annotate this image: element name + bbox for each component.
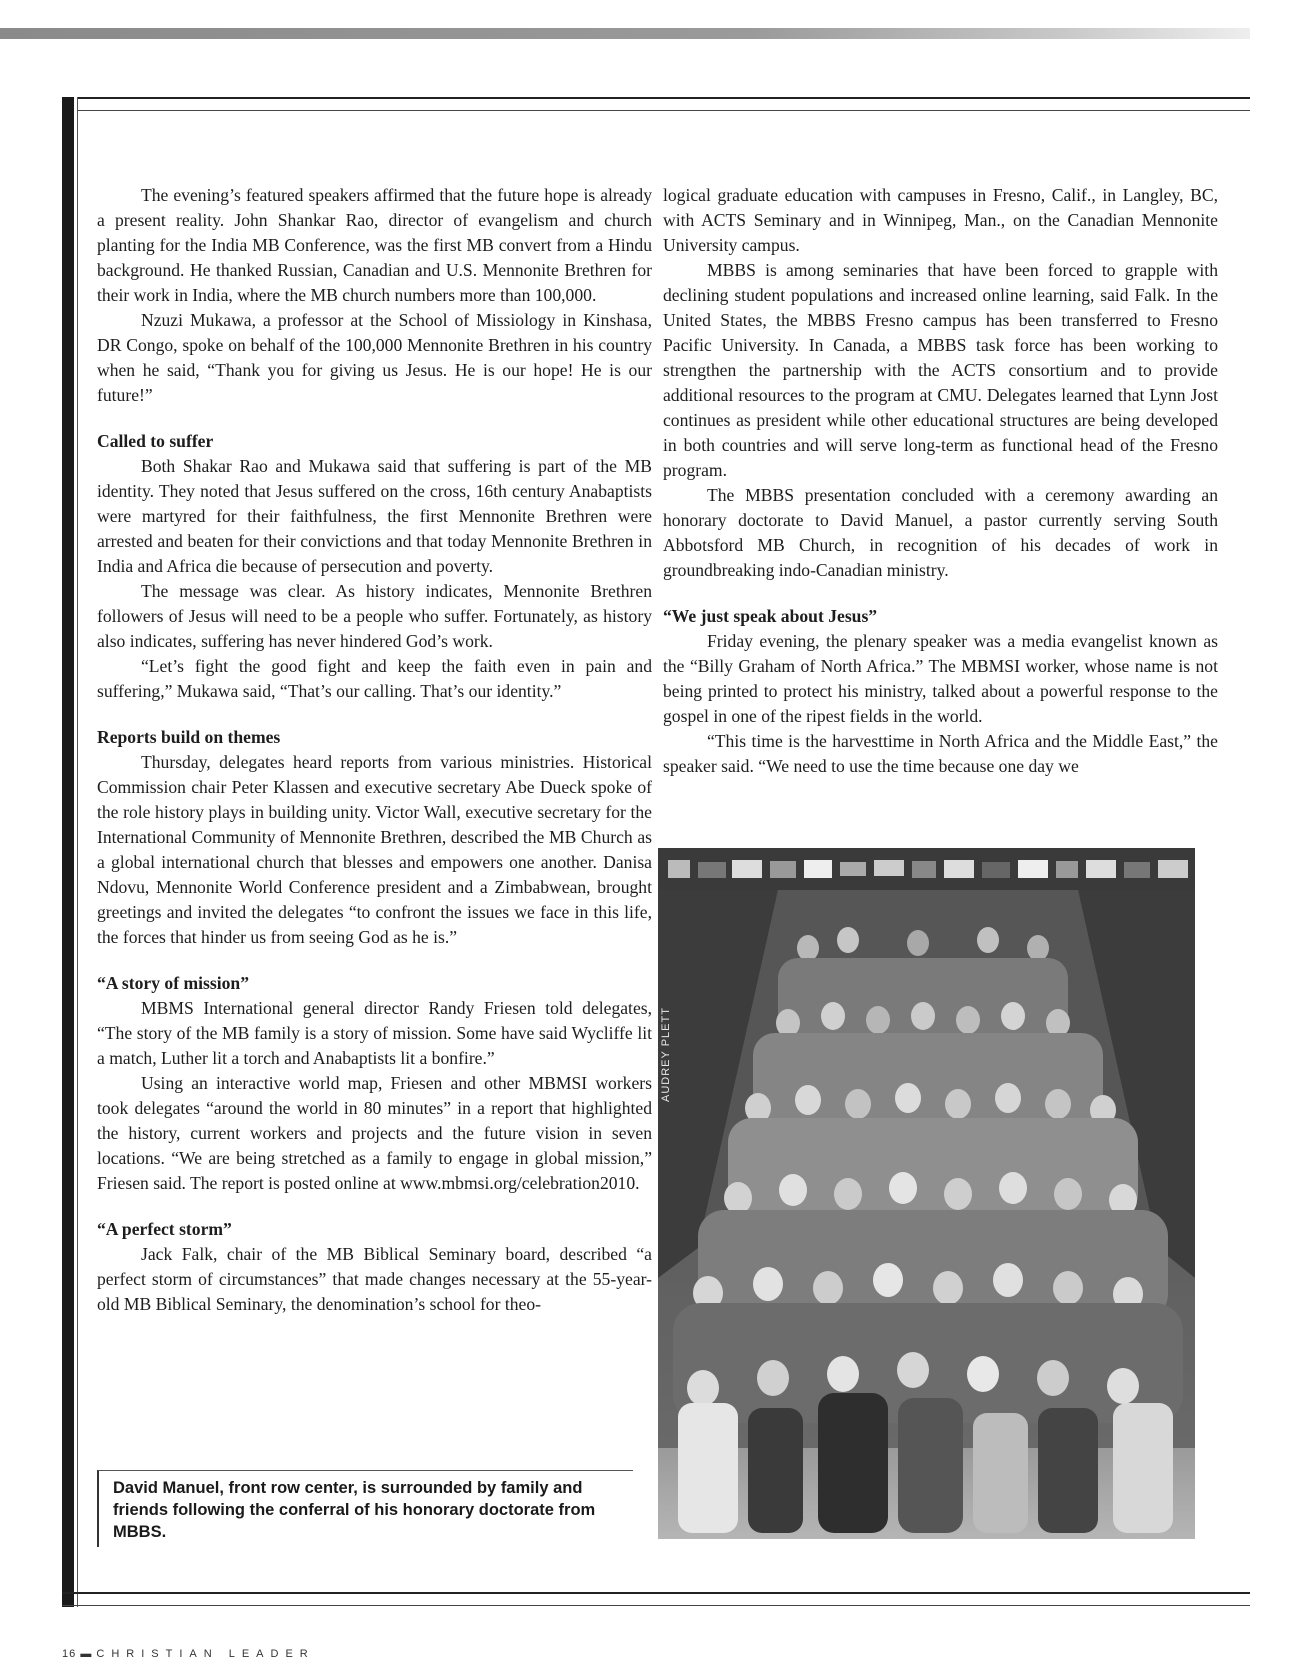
- frame-bottom-line-inner: [62, 1605, 1250, 1606]
- page-footer: [62, 1648, 315, 1660]
- subheading-perfect-storm: “A perfect storm”: [97, 1219, 232, 1239]
- flags-banner: [668, 860, 1188, 878]
- paragraph: Nzuzi Mukawa, a professor at the School of Missiology in Kinshasa, DR Congo, spoke on behalf of the 100,000 Mennonite Brethren in his country when he said, “Thank you for giving us Jesus. He is our hope! He is our future!”: [97, 310, 652, 405]
- paragraph: logical graduate education with campuses in Fresno, Calif., in Langley, BC, with ACTS Seminary and in Winnipeg, Man., on the Canadian Mennonite University campus.: [663, 185, 1218, 255]
- subheading-reports: Reports build on themes: [97, 727, 281, 747]
- photo-caption: David Manuel, front row center, is surrounded by family and friends following the conferral of his honorary doctorate from MBBS.: [97, 1470, 633, 1547]
- page-number: 16: [62, 1648, 77, 1660]
- paragraph: The MBBS presentation concluded with a ceremony awarding an honorary doctorate to David Manuel, a pastor currently serving South Abbotsford MB Church, in recognition of his decades of work in groundbreaking indo-Canadian ministry.: [663, 485, 1218, 580]
- paragraph: “This time is the harvesttime in North Africa and the Middle East,” the speaker said. “We need to use the time because one day we: [663, 731, 1218, 776]
- paragraph: “Let’s fight the good fight and keep the faith even in pain and suffering,” Mukawa said, “That’s our calling. That’s our identity.”: [97, 656, 652, 701]
- magazine-name: CHRISTIAN LEADER: [96, 1648, 315, 1660]
- top-rule: [0, 28, 1250, 39]
- subheading-story-of-mission: “A story of mission”: [97, 973, 249, 993]
- paragraph: Jack Falk, chair of the MB Biblical Seminary board, described “a perfect storm of circumstances” that made changes necessary at the 55-year-old MB Biblical Seminary, the denomination’s school for theo-: [97, 1244, 652, 1314]
- footer-divider: ▬: [80, 1648, 97, 1660]
- frame-top-line-inner: [74, 110, 1250, 111]
- frame-left-line: [77, 97, 78, 1607]
- group-photo-illustration: [658, 848, 1195, 1539]
- left-column: [97, 183, 652, 1317]
- subheading-called-to-suffer: Called to suffer: [97, 431, 214, 451]
- paragraph: MBBS is among seminaries that have been forced to grapple with declining student populations and increased online learning, said Falk. In the United States, the MBBS Fresno campus has been transferred to Fresno Pacific University. In Canada, a MBBS task force has been working to strengthen the partnership with the ACTS consortium and to provide additional resources to the program at CMU. Delegates learned that Lynn Jost continues as president while other educational structures are being developed in both countries and will serve long-term as functional head of the Fresno program.: [663, 260, 1218, 480]
- paragraph: Friday evening, the plenary speaker was a media evangelist known as the “Billy Graham of North Africa.” The MBMSI worker, whose name is not being printed to protect his ministry, talked about a powerful response to the gospel in one of the ripest fields in the world.: [663, 631, 1218, 726]
- photo-credit: AUDREY PLETT: [660, 1007, 672, 1103]
- subheading-speak-about-jesus: “We just speak about Jesus”: [663, 606, 878, 626]
- frame-left-bar: [62, 97, 74, 1607]
- right-column: [663, 183, 1218, 779]
- group-photo: [658, 848, 1195, 1539]
- paragraph: The message was clear. As history indicates, Mennonite Brethren followers of Jesus will need to be a people who suffer. Fortunately, as history also indicates, suffering has never hindered God’s work.: [97, 581, 652, 651]
- frame-bottom-line: [62, 1592, 1250, 1594]
- paragraph: Using an interactive world map, Friesen and other MBMSI workers took delegates “around the world in 80 minutes” in a report that highlighted the history, current workers and projects and the future vision in seven locations. “We are being stretched as a family to engage in global mission,” Friesen said. The report is posted online at www.mbmsi.org/celebration2010.: [97, 1073, 652, 1193]
- paragraph: The evening’s featured speakers affirmed that the future hope is already a present reality. John Shankar Rao, director of evangelism and church planting for the India MB Conference, was the first MB convert from a Hindu background. He thanked Russian, Canadian and U.S. Mennonite Brethren for their work in India, where the MB church numbers more than 100,000.: [97, 185, 652, 305]
- frame-top-line: [62, 97, 1250, 99]
- paragraph: Thursday, delegates heard reports from various ministries. Historical Commission chair Peter Klassen and executive secretary Abe Dueck spoke of the role history plays in building unity. Victor Wall, executive secretary for the International Community of Mennonite Brethren, described the MB Church as a global international church that blesses and empowers one another. Danisa Ndovu, Mennonite World Conference president and a Zimbabwean, brought greetings and invited the delegates “to confront the issues we face in this life, the forces that hinder us from seeing God as he is.”: [97, 752, 652, 947]
- paragraph: MBMS International general director Randy Friesen told delegates, “The story of the MB family is a story of mission. Some have said Wycliffe lit a match, Luther lit a torch and Anabaptists lit a bonfire.”: [97, 998, 652, 1068]
- paragraph: Both Shakar Rao and Mukawa said that suffering is part of the MB identity. They noted that Jesus suffered on the cross, 16th century Anabaptists were martyred for their faithfulness, the first Mennonite Brethren were arrested and beaten for their convictions and that today Mennonite Brethren in India and Africa die because of persecution and poverty.: [97, 456, 652, 576]
